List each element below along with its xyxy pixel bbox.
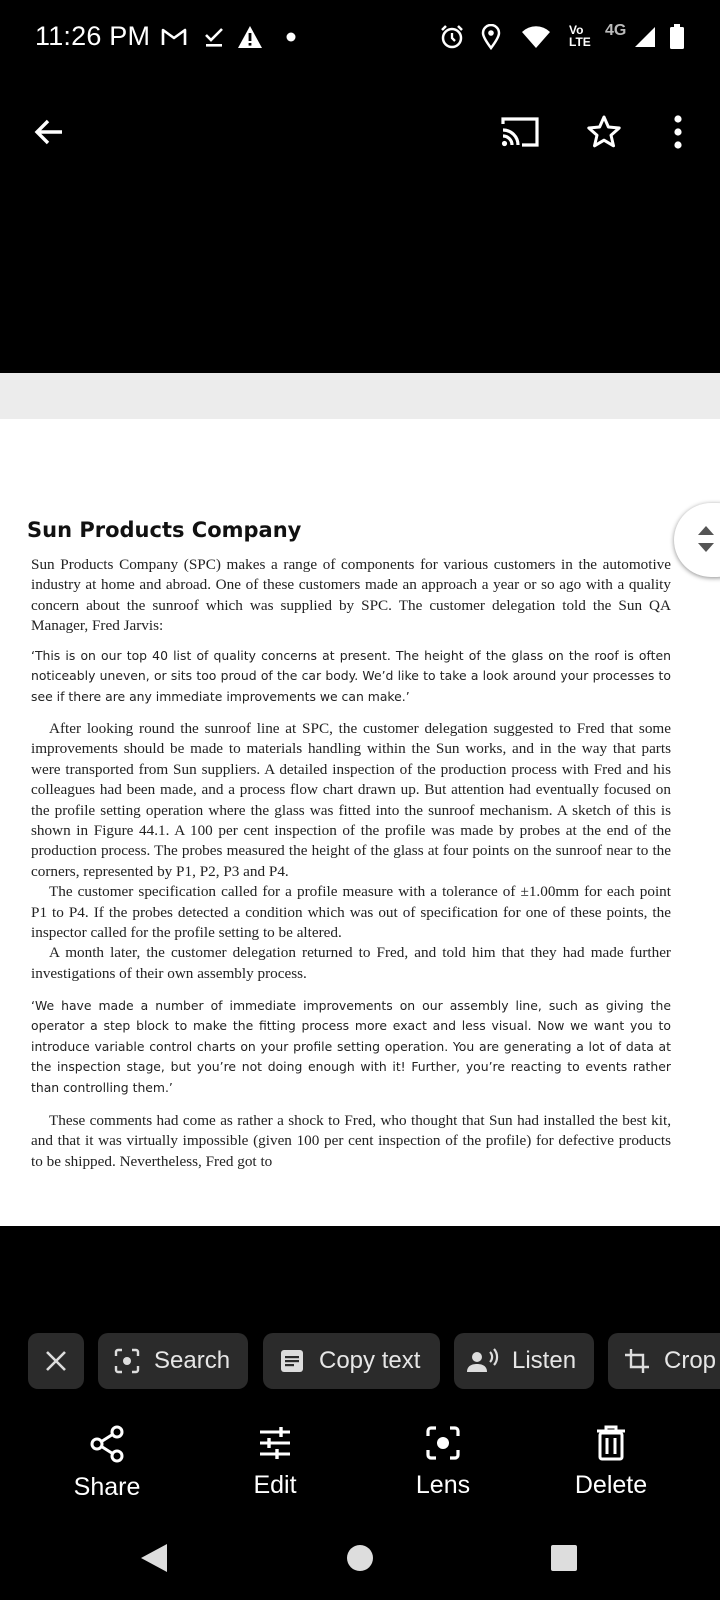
nav-home-icon bbox=[346, 1544, 374, 1572]
listen-chip-label: Listen bbox=[512, 1347, 577, 1374]
warning-icon bbox=[236, 22, 264, 52]
scroll-up-icon bbox=[698, 526, 714, 535]
nav-home-button[interactable] bbox=[340, 1538, 380, 1578]
document-paragraph: After looking round the sunroof line at SPC, the customer delegation suggested to Fred that some improvements should be made to materials handling within the Sun works, and in the way that parts were transported from Sun suppliers. A detailed inspection of the production process with Fred and his colleagues had been made, and a process flow chart drawn up. But attention had eventually focused on the profile setting operation where the glass was fitted into the sunroof mechanism. A sketch of this is shown in Figure 44.1. A 100 per cent inspection of the profile was made by probes at the end of the production process. The probes measured the height of the glass at four points on the sunroof near to the corners, represented by P1, P2, P3 and P4. The customer specification called for a profile measure with a tolerance of ±1.00mm for each point P1 to P4. If the probes detected a condition which was out of specification for one of these points, the inspector called for the profile setting to be altered. A month later, the customer delegation returned to Fred, and told him that they had made further investigations of their own assembly process. bbox=[31, 720, 671, 982]
search-chip-label: Search bbox=[154, 1347, 231, 1374]
document-quote: ‘We have made a number of immediate improvements on our assembly line, such as giving the operator a step block to make the fitting process more exact and less visual. Now we want you to introduce variable control charts on your profile setting operation. You are generating a lot of data at the inspection stage, but you’re not doing enough with it! Further, you’re reacting to events rather than controlling them.’ bbox=[31, 998, 671, 1095]
crop-chip-label: Crop bbox=[664, 1347, 717, 1374]
document-quote: ‘This is on our top 40 list of quality concerns at present. The height of the glass on the roof is often noticeably uneven, or sits too proud of the car body. We’d like to take a look around your processes to see if there are any immediate improvements we can make.’ bbox=[31, 648, 671, 704]
network-type: 4G bbox=[605, 22, 627, 39]
wifi-icon bbox=[520, 22, 552, 52]
dot-icon bbox=[284, 22, 298, 52]
battery-icon bbox=[667, 22, 687, 52]
trash-icon bbox=[594, 1425, 628, 1461]
status-time: 11:26 PM bbox=[35, 21, 151, 51]
gmail-icon bbox=[160, 22, 188, 52]
share-button[interactable] bbox=[32, 1425, 182, 1509]
cast-button[interactable] bbox=[496, 108, 544, 156]
share-label: Share bbox=[73, 1473, 141, 1501]
scroll-down-icon bbox=[698, 543, 714, 552]
document-paragraph: These comments had come as rather a shock to Fred, who thought that Sun had installed the best kit, and that it was virtually impossible (given 100 per cent inspection of the profile) for defective products to be shipped. Nevertheless, Fred got to bbox=[31, 1112, 671, 1170]
edit-label: Edit bbox=[253, 1471, 297, 1499]
crop-icon bbox=[624, 1348, 650, 1374]
favorite-button[interactable] bbox=[580, 108, 628, 156]
task-check-icon bbox=[202, 22, 226, 52]
lens-icon bbox=[425, 1425, 461, 1461]
volte-indicator: Vo LTE bbox=[569, 23, 591, 49]
speaker-person-icon bbox=[466, 1348, 500, 1374]
listen-chip[interactable] bbox=[454, 1333, 594, 1389]
close-icon bbox=[45, 1350, 67, 1372]
share-icon bbox=[89, 1425, 125, 1463]
nav-back-icon bbox=[139, 1542, 169, 1574]
star-icon bbox=[586, 114, 622, 150]
signal-icon bbox=[632, 22, 658, 52]
status-bar bbox=[0, 0, 720, 76]
delete-button[interactable] bbox=[536, 1425, 686, 1509]
more-options-button[interactable] bbox=[654, 108, 702, 156]
more-vert-icon bbox=[672, 114, 684, 150]
nav-recents-icon bbox=[550, 1544, 578, 1572]
cast-icon bbox=[500, 115, 540, 149]
document-paragraph: Sun Products Company (SPC) makes a range of components for various customers in the automotive industry at home and abroad. One of these customers made an approach a year or so ago with a quality concern about the sunroof which was supplied by SPC. The customer delegation told the Sun QA Manager, Fred Jarvis: bbox=[31, 556, 671, 635]
adjust-sliders-icon bbox=[257, 1425, 293, 1461]
text-document-icon bbox=[279, 1348, 305, 1374]
back-arrow-icon bbox=[33, 116, 65, 148]
copy-text-chip-label: Copy text bbox=[319, 1347, 421, 1374]
lens-label: Lens bbox=[415, 1471, 471, 1499]
document-heading: Sun Products Company bbox=[27, 518, 302, 542]
crop-chip[interactable] bbox=[608, 1333, 720, 1389]
document-header-band bbox=[0, 373, 720, 419]
lens-button[interactable] bbox=[368, 1425, 518, 1509]
edit-button[interactable] bbox=[200, 1425, 350, 1509]
nav-back-button[interactable] bbox=[134, 1538, 174, 1578]
copy-text-chip[interactable] bbox=[263, 1333, 440, 1389]
search-chip[interactable] bbox=[98, 1333, 248, 1389]
location-icon bbox=[479, 22, 503, 52]
nav-recents-button[interactable] bbox=[544, 1538, 584, 1578]
delete-label: Delete bbox=[574, 1471, 648, 1499]
back-button[interactable] bbox=[25, 108, 73, 156]
lens-search-icon bbox=[114, 1348, 140, 1374]
close-chips-button[interactable] bbox=[28, 1333, 84, 1389]
alarm-icon bbox=[438, 22, 466, 52]
